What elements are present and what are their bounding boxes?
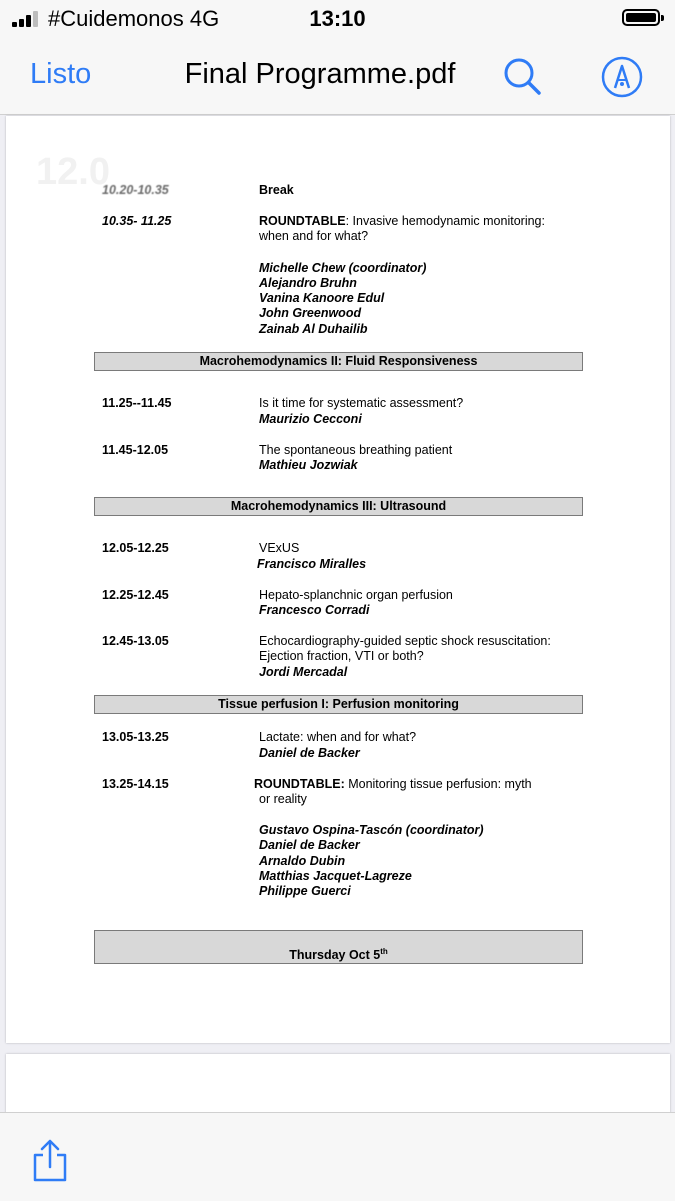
section-header-fluid-responsiveness: Macrohemodynamics II: Fluid Responsiveness bbox=[94, 352, 583, 371]
break-time: 10.20-10.35 bbox=[102, 183, 169, 197]
pdf-page-next[interactable] bbox=[6, 1054, 670, 1114]
roundtable2-speaker: Gustavo Ospina-Tascón (coordinator) bbox=[259, 823, 484, 837]
session-time: 12.45-13.05 bbox=[102, 634, 169, 648]
faded-watermark: 12.0 bbox=[36, 151, 110, 193]
navigation-bar bbox=[0, 38, 675, 115]
session-title-line2: Ejection fraction, VTI or both? bbox=[259, 649, 424, 663]
session-time: 13.05-13.25 bbox=[102, 730, 169, 744]
done-button[interactable]: Listo bbox=[30, 58, 92, 90]
roundtable1-speaker: Vanina Kanoore Edul bbox=[259, 291, 385, 305]
session-title: The spontaneous breathing patient bbox=[259, 443, 453, 457]
session-time: 12.05-12.25 bbox=[102, 541, 169, 555]
break-title: Break bbox=[259, 183, 294, 197]
roundtable2-speaker: Daniel de Backer bbox=[259, 838, 360, 852]
session-time: 11.25--11.45 bbox=[102, 396, 172, 410]
session-speaker: Maurizio Cecconi bbox=[259, 412, 362, 426]
session-title: VExUS bbox=[259, 541, 300, 555]
markup-pen-icon[interactable] bbox=[600, 55, 644, 99]
session-speaker: Daniel de Backer bbox=[259, 746, 360, 760]
session-speaker: Mathieu Jozwiak bbox=[259, 458, 358, 472]
session-title: Lactate: when and for what? bbox=[259, 730, 417, 744]
roundtable2-title: ROUNDTABLE: Monitoring tissue perfusion: myth bbox=[254, 777, 532, 791]
roundtable2-speaker: Arnaldo Dubin bbox=[259, 854, 346, 868]
roundtable1-speaker: Zainab Al Duhailib bbox=[259, 322, 368, 336]
status-bar bbox=[0, 0, 675, 38]
section-header-perfusion-monitoring: Tissue perfusion I: Perfusion monitoring bbox=[94, 695, 583, 714]
day-header bbox=[94, 930, 583, 964]
roundtable1-speaker: John Greenwood bbox=[259, 306, 362, 320]
battery-icon bbox=[622, 9, 660, 26]
section-header-ultrasound: Macrohemodynamics III: Ultrasound bbox=[94, 497, 583, 516]
session-time: 11.45-12.05 bbox=[102, 443, 169, 457]
session-title: Echocardiography-guided septic shock resuscitation: bbox=[259, 634, 551, 648]
roundtable2-speaker: Philippe Guerci bbox=[259, 884, 351, 898]
roundtable1-title: ROUNDTABLE: Invasive hemodynamic monitoring: bbox=[259, 214, 545, 228]
pdf-page[interactable] bbox=[6, 116, 670, 1043]
roundtable1-speaker: Alejandro Bruhn bbox=[259, 276, 357, 290]
session-time: 12.25-12.45 bbox=[102, 588, 169, 602]
status-time: 13:10 bbox=[309, 6, 366, 31]
carrier-label: #Cuidemonos 4G bbox=[48, 6, 220, 31]
session-speaker: Jordi Mercadal bbox=[259, 665, 348, 679]
roundtable1-title-line2: when and for what? bbox=[259, 229, 369, 243]
roundtable1-time: 10.35- 11.25 bbox=[102, 214, 172, 228]
session-speaker: Francisco Miralles bbox=[257, 557, 367, 571]
roundtable1-speaker: Michelle Chew (coordinator) bbox=[259, 261, 427, 275]
roundtable2-speaker: Matthias Jacquet-Lagreze bbox=[259, 869, 412, 883]
session-speaker: Francesco Corradi bbox=[259, 603, 370, 617]
document-title: Final Programme.pdf bbox=[184, 58, 456, 90]
roundtable2-time: 13.25-14.15 bbox=[102, 777, 169, 791]
bottom-toolbar bbox=[0, 1112, 675, 1201]
search-icon[interactable] bbox=[500, 54, 544, 98]
roundtable2-title-line2: or reality bbox=[259, 792, 307, 806]
day-label: Thursday Oct 5th bbox=[289, 947, 388, 963]
session-title: Is it time for systematic assessment? bbox=[259, 396, 464, 410]
session-title: Hepato-splanchnic organ perfusion bbox=[259, 588, 453, 602]
share-icon[interactable] bbox=[30, 1139, 70, 1183]
